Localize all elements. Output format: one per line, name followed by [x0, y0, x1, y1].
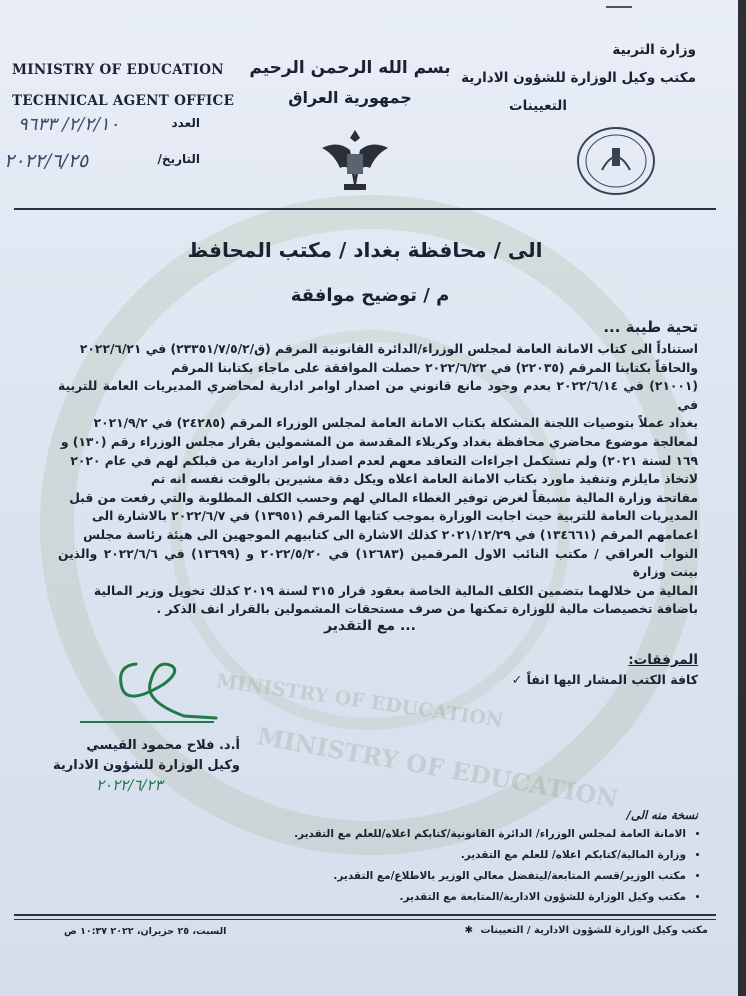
body-line: المديريات العامة للتربية حيث اجابت الوزارة بموجب كتابها المرقم (١٣٩٥١) في ٢٠٢٢/٦/٧ بالاشارة الى — [92, 509, 698, 524]
body-line: المالية من خلالهما بتضمين الكلف المالية الخاصة بعقود قرار ٣١٥ لسنة ٢٠١٩ كذلك تخويل وزير المالية — [93, 583, 698, 598]
english-ministry-heading: MINISTRY OF EDUCATION — [12, 62, 224, 78]
english-office-heading: TECHNICAL AGENT OFFICE — [12, 93, 235, 109]
body-line: النواب العراقي / مكتب النائب الاول المرقمين (١٢٦٨٣) في ٢٠٢٢/٥/٢٠ و (١٣٦٩٩) في ٢٠٢٢/٦/٦ والذين بينت وزارة — [58, 546, 698, 580]
header-divider — [14, 208, 716, 210]
addressee: الى / محافظة بغداد / مكتب المحافظ — [187, 238, 543, 262]
footer-datetime: السبت، ٢٥ حزيران، ٢٠٢٢ ١٠:٣٧ ص — [64, 926, 227, 937]
closing: ... مع التقدير — [324, 618, 416, 634]
greeting: تحية طيبة ... — [603, 318, 698, 336]
subject: م / توضيح موافقة — [290, 285, 450, 306]
body-line: بغداد عملاً بتوصيات اللجنة المشكلة بكتاب الامانة العامة لمجلس الوزراء المرقم (٢٤٢٨٥) في ٢٠٢١/٩/٢ — [93, 416, 698, 431]
handwritten-signature-icon — [76, 656, 226, 732]
body-line: ١٦٩ لسنة ٢٠٢١) ولم تستكمل اجراءات التعاقد معهم لعدم اصدار اوامر ادارية من قبلكم لهم في عام ٢٠٢٠ — [70, 453, 698, 468]
attachments-label: المرفقات: — [628, 652, 698, 668]
cc-item: • وزارة المالية/كتابكم اعلاه/ للعلم مع التقدير. — [206, 845, 686, 866]
body-line: (٢١٠٠١) في ٢٠٢٢/٦/١٤ بعدم وجود مانع قانوني من اصدار اوامر ادارية لمحاضري المديريات العامة للتربية في — [58, 379, 698, 412]
signatory-title: وكيل الوزارة للشؤون الادارية — [53, 758, 240, 773]
number-value: ٢/٢/١٠/ ٩٦٣٣ — [18, 114, 120, 135]
date-label: التاريخ/ — [157, 152, 200, 166]
footer-divider-bottom — [14, 919, 716, 920]
attachment-item — [458, 672, 698, 687]
bullet-icon: ✱ — [464, 925, 473, 936]
letter-body — [58, 340, 698, 619]
signatory-date: ٢٠٢٢/٦/٢٣ — [96, 776, 163, 794]
watermark-text-outer: MINISTRY OF EDUCATION — [255, 721, 621, 814]
body-line: استناداً الى كتاب الامانة العامة لمجلس الوزراء/الدائرة القانونية المرقم (ق/٢٣٣٥١/٧/٥/٢) في ٢٠٢٢/٦/٢١ — [79, 342, 698, 356]
watermark-text: MINISTRY OF EDUCATION — [214, 669, 505, 733]
iraq-eagle-emblem-icon — [318, 124, 392, 198]
footer-office-text: مكتب وكيل الوزارة للشؤون الادارية / التعيينات — [480, 925, 708, 936]
cc-label: نسخة منه الى/ — [626, 808, 698, 822]
ministry-logo-icon — [574, 124, 658, 198]
body-line: باضافة تخصيصات مالية للوزارة تمكنها من صرف مستحقات المشمولين بالقرار انف الذكر . — [156, 602, 698, 617]
date-value: ٢٠٢٢/٦/٢٥ — [4, 150, 89, 172]
cc-item: • مكتب وكيل الوزارة للشؤون الادارية/المتابعة مع التقدير. — [206, 887, 686, 908]
ministry-name: وزارة التربية — [612, 42, 696, 58]
cc-list — [206, 824, 704, 908]
body-line: لاتخاذ مايلزم وتنفيذ ماورد بكتاب الامانة العامة اعلاه ويكل دقة مشيرين بالوقت نفسه انه تم — [151, 472, 698, 487]
attachment-item-text: كافة الكتب المشار اليها انفاً — [526, 672, 698, 687]
cc-item: • مكتب الوزير/قسم المتابعة/ليتفضل معالي الوزير بالاطلاع/مع التقدير. — [206, 866, 686, 887]
basmala: بسم الله الرحمن الرحيم — [249, 58, 451, 78]
top-mark — [606, 6, 632, 8]
office-name: مكتب وكيل الوزارة للشؤون الادارية — [461, 70, 696, 86]
signatory-name: أ.د. فلاح محمود القيسي — [86, 738, 240, 753]
body-line: لمعالجة موضوع محاضري محافظة بغداد وكربلاء المقدسة من المشمولين بقرار مجلس الوزراء رقم (١٣٠) و — [60, 434, 698, 449]
section-name: التعيينات — [509, 98, 567, 114]
checkmark-icon: ✓ — [511, 672, 523, 687]
number-label: العدد — [171, 116, 200, 130]
cc-item: • الامانة العامة لمجلس الوزراء/ الدائرة القانونية/كتابكم اعلاه/للعلم مع التقدير. — [206, 824, 686, 845]
body-line: مفاتحة وزارة المالية مسبقاً لغرض توفير الغطاء المالي لهم وحسب الكلف المطلوبة والتي رفعت من قبل — [69, 490, 698, 505]
body-line: والحاقاً بكتابنا المرقم (٢٢٠٣٥) في ٢٠٢٢/٦/٢٢ حصلت الموافقة على ماجاء بكتابنا المرقم — [171, 360, 698, 375]
footer-divider-top — [14, 914, 716, 916]
country-name: جمهورية العراق — [288, 88, 412, 107]
footer-office — [378, 925, 708, 936]
body-line: اعمامهم المرقم (١٣٤٦٦١) في ٢٠٢١/١٢/٢٩ كذلك الاشارة الى كتابيهم الموجهين الى هيئة رئاسة مجلس — [83, 527, 698, 542]
